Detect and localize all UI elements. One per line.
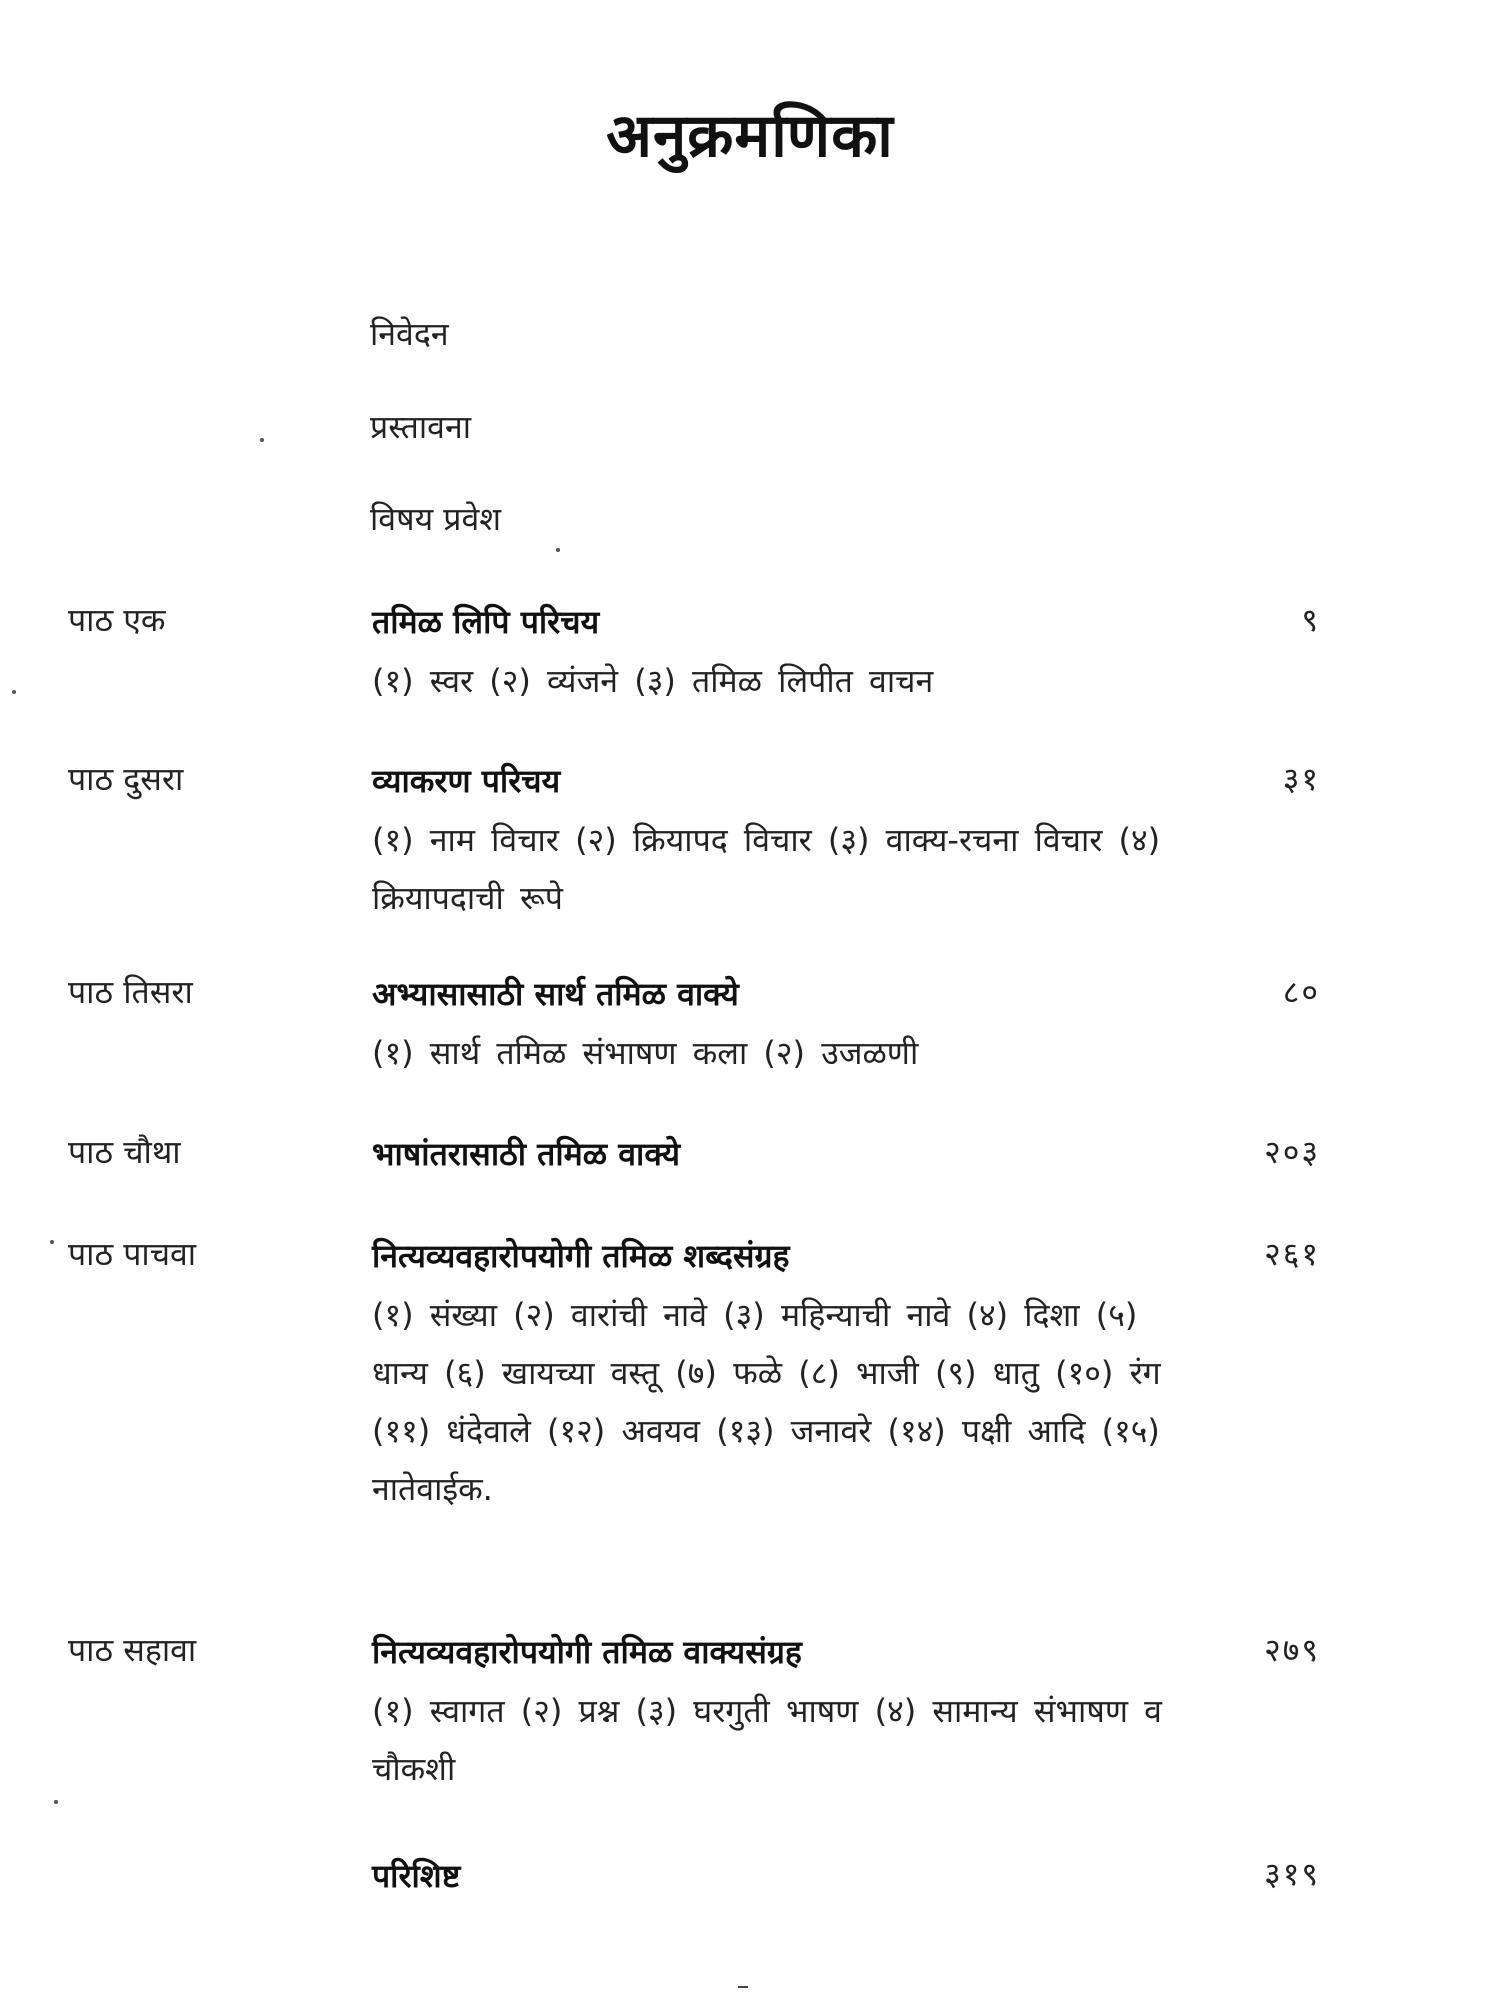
entry-body xyxy=(372,1130,1182,1178)
entry-title: तमिळ लिपि परिचय xyxy=(372,603,600,641)
lesson-label: पाठ चौथा xyxy=(68,1133,181,1171)
page-number: २७९ xyxy=(1264,1631,1320,1669)
lesson-label: पाठ सहावा xyxy=(68,1631,197,1669)
entry-subtopics: (१) स्वर (२) व्यंजने (३) तमिळ लिपीत वाचन xyxy=(372,662,934,700)
front-matter-item-nivedan: निवेदन xyxy=(370,315,449,353)
page-number: ८० xyxy=(1282,973,1320,1011)
entry-subtopics: (१) स्वागत (२) प्रश्न (३) घरगुती भाषण (४) सामान्य संभाषण व चौकशी xyxy=(372,1692,1162,1788)
scan-speck xyxy=(54,1800,58,1804)
entry-body xyxy=(372,1852,1182,1900)
entry-title: परिशिष्ट xyxy=(372,1857,461,1895)
lesson-label: पाठ दुसरा xyxy=(68,760,184,798)
front-matter-item-prastavana: प्रस्तावना xyxy=(370,408,472,446)
entry-body xyxy=(372,1232,1182,1518)
entry-title: व्याकरण परिचय xyxy=(372,762,561,800)
entry-body xyxy=(372,757,1182,927)
entry-title: नित्यव्यवहारोपयोगी तमिळ शब्दसंग्रह xyxy=(372,1237,790,1275)
entry-title: भाषांतरासाठी तमिळ वाक्ये xyxy=(372,1135,681,1173)
scan-mark xyxy=(738,1986,748,1988)
front-matter-item-vishay-pravesh: विषय प्रवेश xyxy=(370,500,502,538)
entry-subtopics: (१) सार्थ तमिळ संभाषण कला (२) उजळणी xyxy=(372,1034,919,1072)
lesson-label: पाठ तिसरा xyxy=(68,973,193,1011)
entry-title: अभ्यासासाठी सार्थ तमिळ वाक्ये xyxy=(372,975,739,1013)
entry-subtopics: (१) संख्या (२) वारांची नावे (३) महिन्याची नावे (४) दिशा (५) धान्य (६) खायच्या वस्तू (७) फळे (८) भाजी (९) धातु (१०) रंग (११) धंदेवाले (१२) अवयव (१३) जनावरे (१४) पक्षी आदि (१५) नातेवाईक. xyxy=(372,1296,1161,1508)
lesson-label: पाठ पाचवा xyxy=(68,1235,197,1273)
page-number: २६१ xyxy=(1264,1235,1320,1273)
entry-title: नित्यव्यवहारोपयोगी तमिळ वाक्यसंग्रह xyxy=(372,1633,802,1671)
entry-body xyxy=(372,970,1182,1082)
page-number: ९ xyxy=(1301,601,1320,639)
page-number: २०३ xyxy=(1264,1133,1320,1171)
page-title: अनुक्रमणिका xyxy=(606,101,894,171)
page-number: ३१ xyxy=(1282,760,1320,798)
scan-speck xyxy=(556,548,560,552)
scan-speck xyxy=(50,1240,54,1244)
page-number: ३१९ xyxy=(1264,1855,1320,1893)
entry-body xyxy=(372,598,1182,710)
scan-speck xyxy=(12,690,16,694)
entry-subtopics: (१) नाम विचार (२) क्रियापद विचार (३) वाक्य-रचना विचार (४) क्रियापदाची रूपे xyxy=(372,821,1161,917)
lesson-label: पाठ एक xyxy=(68,601,166,639)
scan-speck xyxy=(260,438,264,442)
entry-body xyxy=(372,1628,1182,1798)
